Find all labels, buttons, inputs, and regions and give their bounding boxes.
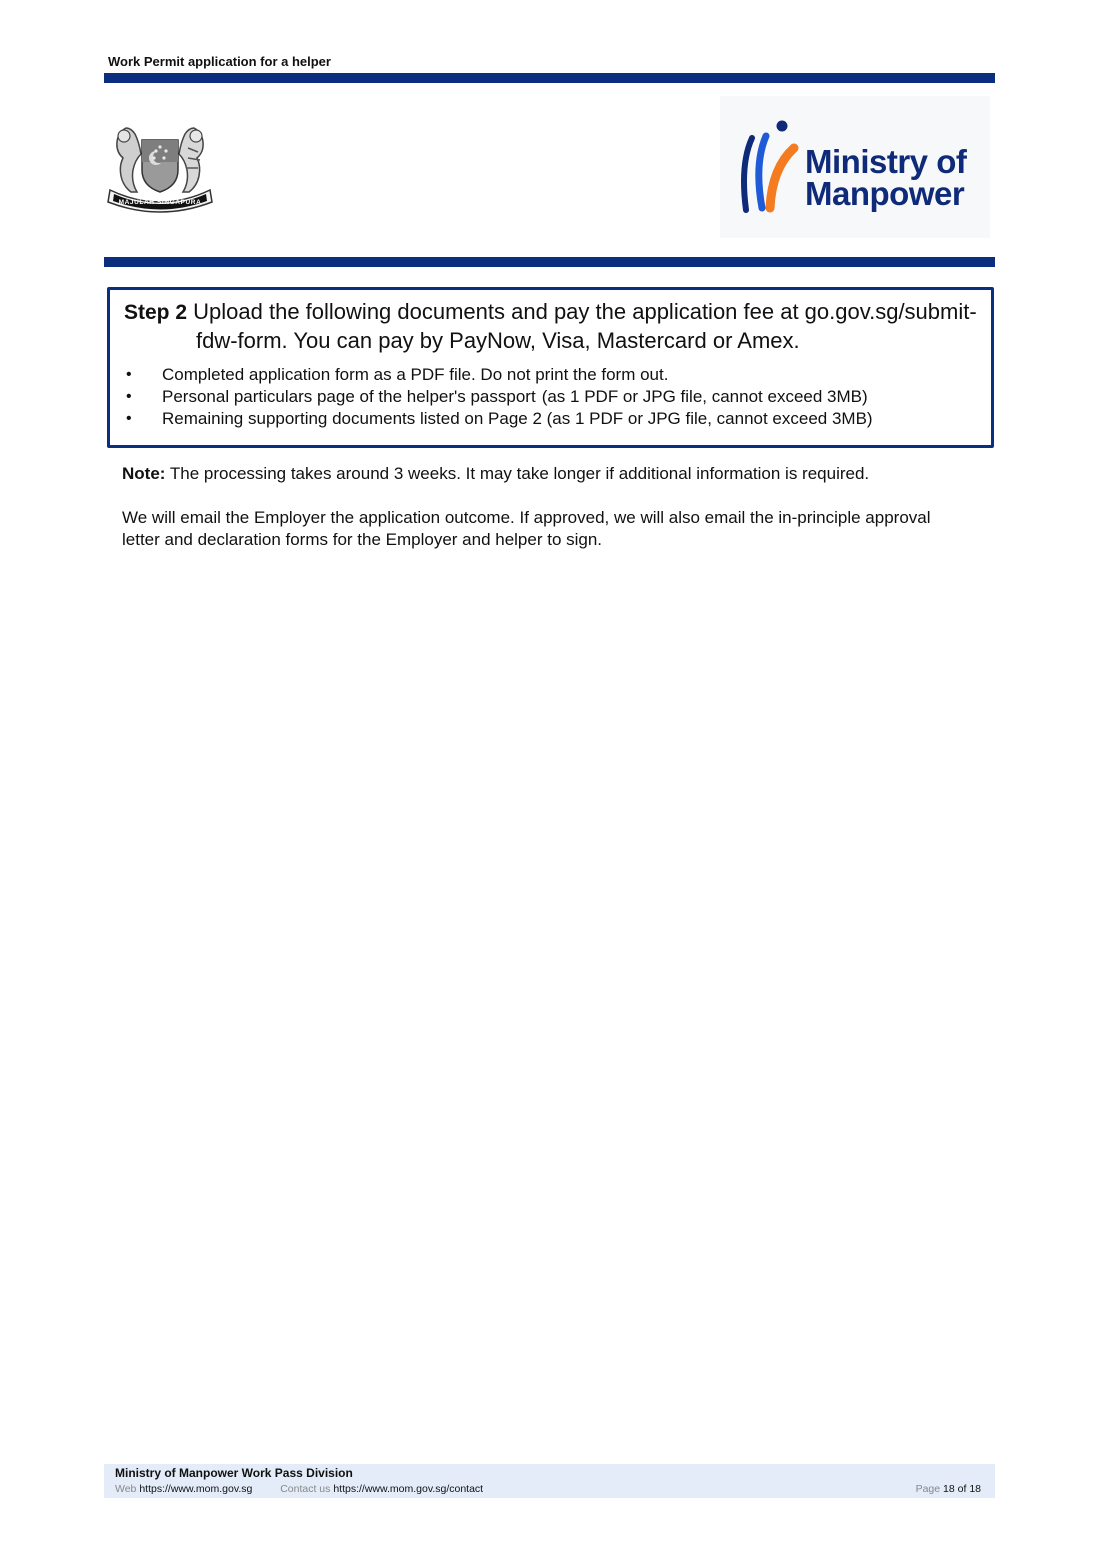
outcome-paragraph: We will email the Employer the application outcome. If approved, we will also email the in-principle approval letter and declaration forms for the Employer and helper to sign. [122,508,931,549]
svg-text:MAJULAH SINGAPURA: MAJULAH SINGAPURA [118,199,202,206]
note-text: The processing takes around 3 weeks. It may take longer if additional information is required. [169,464,870,483]
footer-title: Ministry of Manpower Work Pass Division [115,1466,353,1480]
section-rule [104,257,995,267]
list-item: • Personal particulars page of the helper's passport (as 1 PDF or JPG file, cannot exceed 3MB) [124,386,873,408]
page-footer [104,1464,995,1498]
note-label: Note: [122,464,166,483]
processing-note [122,463,982,485]
file-size-note: (as 1 PDF or JPG file, cannot exceed 3MB) [541,387,868,406]
web-label: Web [115,1483,137,1495]
contact-link[interactable]: https://www.mom.gov.sg/contact [333,1483,484,1495]
page-label: Page [915,1483,941,1495]
list-item: • Completed application form as a PDF file. Do not print the form out. [124,364,873,386]
web-link[interactable]: https://www.mom.gov.sg [139,1483,253,1495]
mom-logo [720,96,990,238]
page-number [916,1483,981,1495]
mom-logo-marks-icon [738,118,800,214]
page-value: 18 of 18 [943,1483,981,1495]
contact-label: Contact us [280,1483,331,1495]
step-2-box [107,287,994,448]
documents-list [124,364,873,430]
footer-links [115,1483,483,1495]
step-instruction-line1: Upload the following documents and pay the application fee at go.gov.sg/submit- [193,299,977,324]
step-instruction-line2: fdw-form. You can pay by PayNow, Visa, Mastercard or Amex. [196,328,800,353]
mom-wordmark: Ministry of Manpower [805,143,967,212]
singapore-crest-logo [104,118,216,216]
header-rule [104,73,995,83]
document-title: Work Permit application for a helper [108,54,331,69]
step-heading [124,298,994,355]
list-item: • Remaining supporting documents listed on Page 2 (as 1 PDF or JPG file, cannot exceed 3MB) [124,408,873,430]
step-label: Step 2 [124,301,188,324]
